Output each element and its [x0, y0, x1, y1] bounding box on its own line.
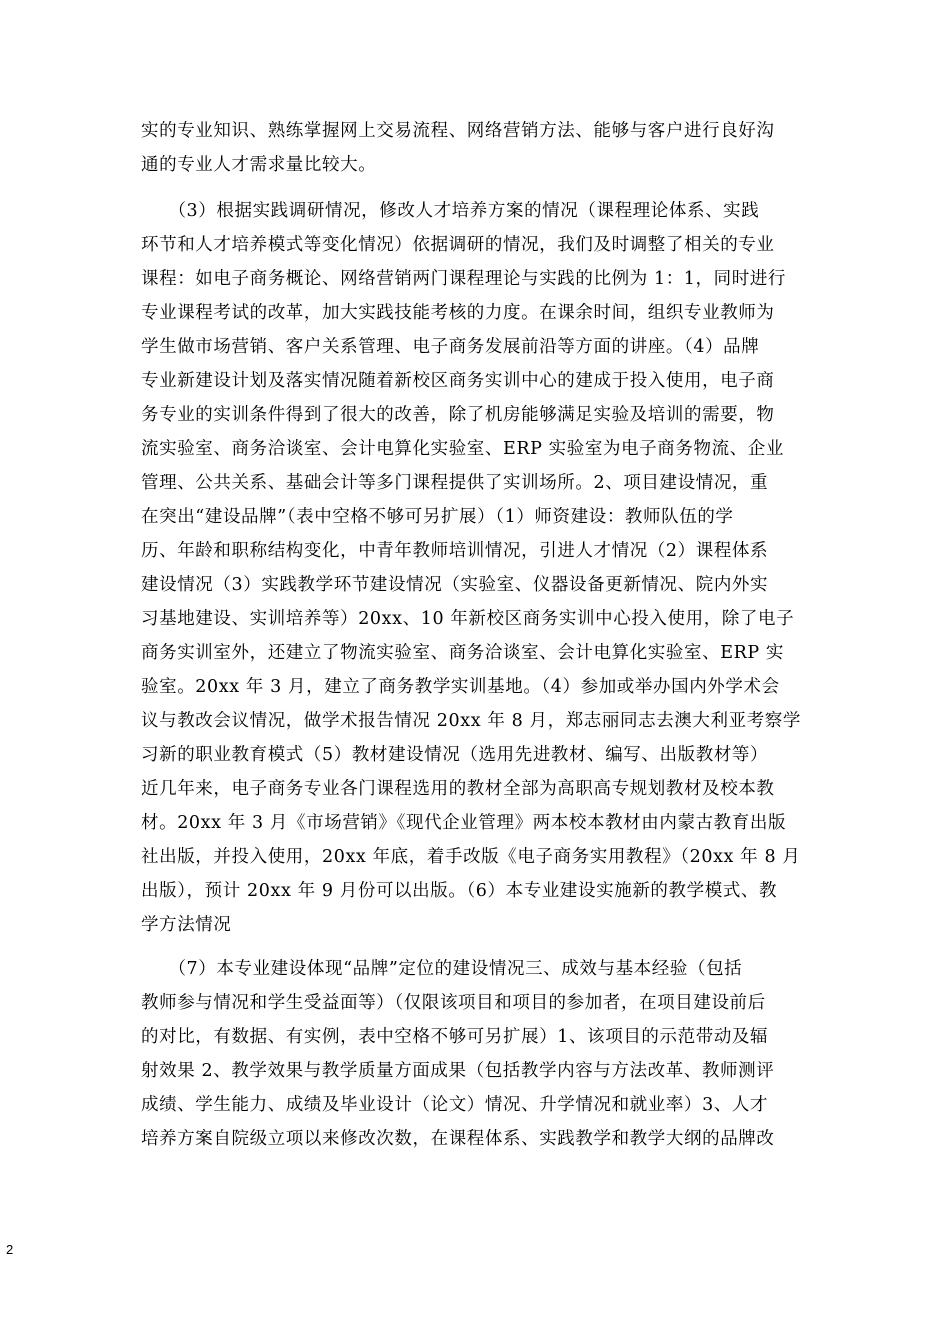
page-number: 2 — [6, 1242, 14, 1257]
text-line: 射效果 2、教学效果与教学质量方面成果（包括教学内容与方法改革、教师测评 — [141, 1061, 775, 1081]
text-line: 近几年来，电子商务专业各门课程选用的教材全部为高职高专规划教材及校本教 — [141, 779, 775, 799]
text-line: 专业课程考试的改革，加大实践技能考核的力度。在课余时间，组织专业教师为 — [141, 303, 775, 323]
text-line: 教师参与情况和学生受益面等）（仅限该项目和项目的参加者，在项目建设前后 — [141, 993, 766, 1013]
text-line: 议与教改会议情况，做学术报告情况 20xx 年 8 月，郑志丽同志去澳大利亚考察学 — [141, 711, 801, 731]
text-line: 培养方案自院级立项以来修改次数，在课程体系、实践教学和教学大纲的品牌改 — [141, 1129, 775, 1149]
paragraph-7-start: （7）本专业建设体现“品牌”定位的建设情况三、成效与基本经验（包括 — [141, 959, 743, 979]
text-line: 社出版，并投入使用，20xx 年底，着手改版《电子商务实用教程》（20xx 年 8 月 — [141, 847, 801, 867]
text-line: 实的专业知识、熟练掌握网上交易流程、网络营销方法、能够与客户进行良好沟 — [141, 121, 775, 141]
text-line: 流实验室、商务洽谈室、会计电算化实验室、ERP 实验室为电子商务物流、企业 — [141, 439, 784, 459]
text-line: 学生做市场营销、客户关系管理、电子商务发展前沿等方面的讲座。（4）品牌 — [141, 337, 760, 357]
text-line: 商务实训室外，还建立了物流实验室、商务洽谈室、会计电算化实验室、ERP 实 — [141, 643, 784, 663]
text-line: 在突出“建设品牌”（表中空格不够可另扩展）（1）师资建设：教师队伍的学 — [141, 507, 734, 527]
text-line: 务专业的实训条件得到了很大的改善，除了机房能够满足实验及培训的需要，物 — [141, 405, 775, 425]
paragraph-3-start: （3）根据实践调研情况，修改人才培养方案的情况（课程理论体系、实践 — [141, 201, 760, 221]
text-line: 验室。20xx 年 3 月，建立了商务教学实训基地。（4）参加或举办国内外学术会 — [141, 677, 780, 697]
text-line: 材。20xx 年 3 月《市场营销》《现代企业管理》两本校本教材由内蒙古教育出版 — [141, 813, 787, 833]
text-line: 的对比，有数据、有实例，表中空格不够可另扩展）1、该项目的示范带动及辐 — [141, 1027, 769, 1047]
text-line: 管理、公共关系、基础会计等多门课程提供了实训场所。2、项目建设情况，重 — [141, 473, 769, 493]
text-line: 历、年龄和职称结构变化，中青年教师培训情况，引进人才情况（2）课程体系 — [141, 541, 769, 561]
body-text — [141, 114, 831, 1156]
text-line: 习新的职业教育模式（5）教材建设情况（选用先进教材、编写、出版教材等） — [141, 745, 769, 765]
text-line: 课程：如电子商务概论、网络营销两门课程理论与实践的比例为 1：1，同时进行 — [141, 269, 787, 289]
text-line: 专业新建设计划及落实情况随着新校区商务实训中心的建成于投入使用，电子商 — [141, 371, 775, 391]
text-line: 建设情况（3）实践教学环节建设情况（实验室、仪器设备更新情况、院内外实 — [141, 575, 769, 595]
text-line: 习基地建设、实训培养等）20xx、10 年新校区商务实训中心投入使用，除了电子 — [141, 609, 795, 629]
text-line: 出版），预计 20xx 年 9 月份可以出版。（6）本专业建设实施新的教学模式、教 — [141, 881, 778, 901]
text-line: 学方法情况 — [141, 915, 232, 935]
text-line: 成绩、学生能力、成绩及毕业设计（论文）情况、升学情况和就业率）3、人才 — [141, 1095, 769, 1115]
text-line: 环节和人才培养模式等变化情况）依据调研的情况，我们及时调整了相关的专业 — [141, 235, 775, 255]
text-line: 通的专业人才需求量比较大。 — [141, 155, 377, 175]
